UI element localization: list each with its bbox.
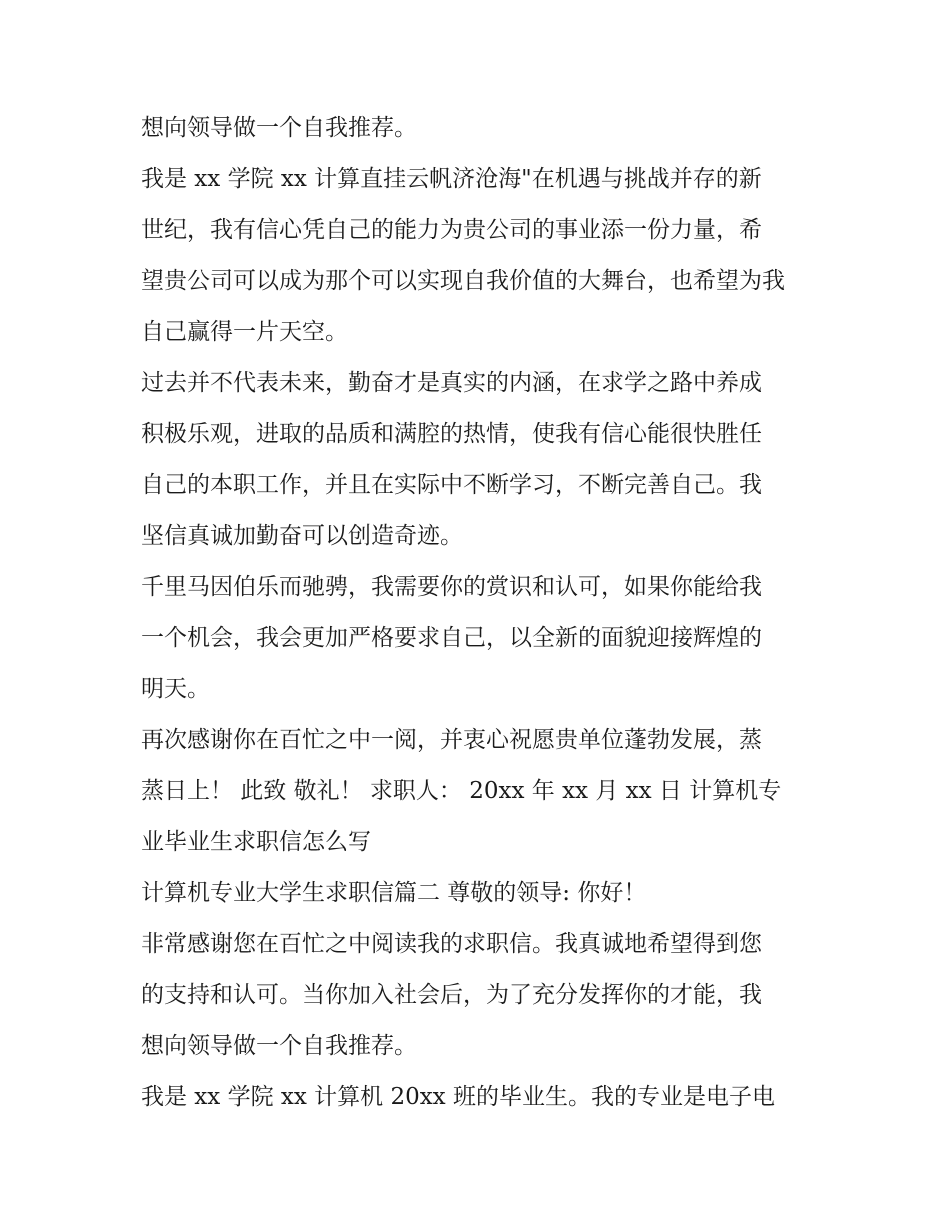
text-line: 的支持和认可。当你加入社会后，为了充分发挥你的才能，我 xyxy=(141,982,762,1008)
text-line: 蒸日上！ 此致 敬礼！ 求职人： 20xx 年 xx 月 xx 日 计算机专 xyxy=(141,778,782,804)
text-line: 世纪，我有信心凭自己的能力为贵公司的事业添一份力量，希 xyxy=(141,217,762,243)
text-line: 自己赢得一片天空。 xyxy=(141,319,348,345)
text-line: 明天。 xyxy=(141,676,210,702)
text-line: 再次感谢你在百忙之中一阅，并衷心祝愿贵单位蓬勃发展，蒸 xyxy=(141,727,762,753)
text-line: 自己的本职工作，并且在实际中不断学习，不断完善自己。我 xyxy=(141,472,762,498)
text-line: 过去并不代表未来，勤奋才是真实的内涵，在求学之路中养成 xyxy=(141,370,762,396)
text-line: 坚信真诚加勤奋可以创造奇迹。 xyxy=(141,523,463,549)
text-line: 非常感谢您在百忙之中阅读我的求职信。我真诚地希望得到您 xyxy=(141,931,762,957)
text-line: 我是 xx 学院 xx 计算直挂云帆济沧海"在机遇与挑战并存的新 xyxy=(141,166,762,192)
text-line: 想向领导做一个自我推荐。 xyxy=(141,115,417,141)
text-line: 业毕业生求职信怎么写 xyxy=(141,829,371,855)
text-line: 一个机会，我会更加严格要求自己，以全新的面貌迎接辉煌的 xyxy=(141,625,762,651)
text-line: 想向领导做一个自我推荐。 xyxy=(141,1033,417,1059)
document-body xyxy=(141,108,821,1128)
text-line: 积极乐观，进取的品质和满腔的热情，使我有信心能很快胜任 xyxy=(141,421,762,447)
text-line: 计算机专业大学生求职信篇二 尊敬的领导: 你好！ xyxy=(141,880,647,906)
text-line: 千里马因伯乐而驰骋，我需要你的赏识和认可，如果你能给我 xyxy=(141,574,762,600)
text-line: 望贵公司可以成为那个可以实现自我价值的大舞台，也希望为我 xyxy=(141,268,785,294)
text-line: 我是 xx 学院 xx 计算机 20xx 班的毕业生。我的专业是电子电 xyxy=(141,1084,775,1110)
